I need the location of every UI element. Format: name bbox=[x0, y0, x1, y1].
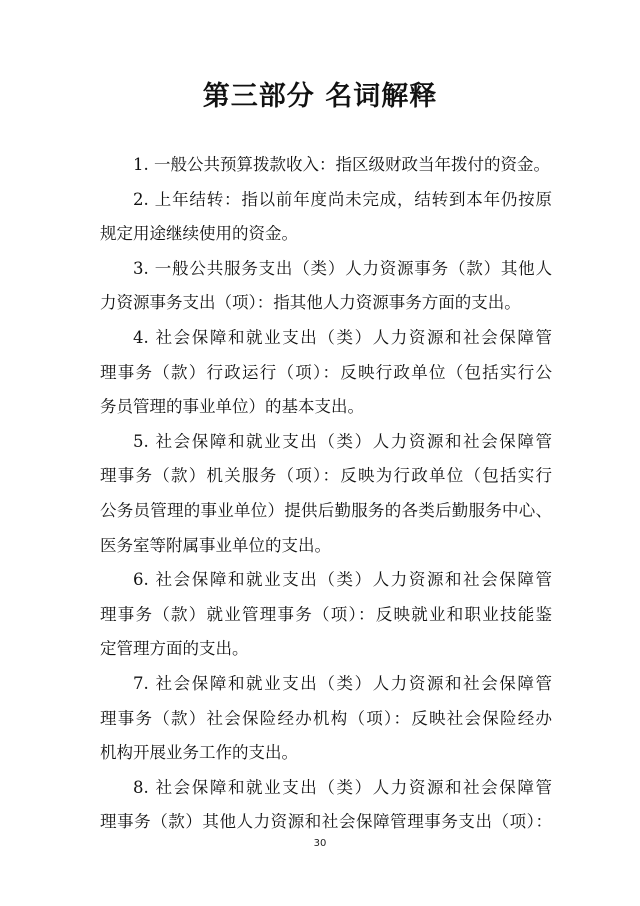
paragraph-line: 理事务（款）其他人力资源和社会保障管理事务支出（项）： bbox=[100, 812, 552, 832]
paragraph-line: 8. 社会保障和就业支出（类）人力资源和社会保障管 bbox=[133, 777, 552, 797]
paragraph-line: 1. 一般公共预算拨款收入：指区级财政当年拨付的资金。 bbox=[133, 155, 550, 174]
document-body bbox=[100, 148, 552, 840]
paragraph-line: 理事务（款）机关服务（项）：反映为行政单位（包括实行 bbox=[100, 466, 552, 486]
paragraph-line: 5. 社会保障和就业支出（类）人力资源和社会保障管 bbox=[133, 431, 552, 451]
paragraph-line: 医务室等附属事业单位的支出。 bbox=[100, 535, 331, 555]
paragraph-line: 2. 上年结转：指以前年度尚未完成，结转到本年仍按原 bbox=[133, 189, 552, 209]
paragraph-line: 公务员管理的事业单位）提供后勤服务的各类后勤服务中心、 bbox=[100, 500, 552, 520]
paragraph-line: 7. 社会保障和就业支出（类）人力资源和社会保障管 bbox=[133, 673, 552, 693]
definition-paragraph-1 bbox=[100, 148, 552, 183]
paragraph-line: 机构开展业务工作的支出。 bbox=[100, 743, 298, 763]
paragraph-line: 务员管理的事业单位）的基本支出。 bbox=[100, 397, 364, 417]
definition-paragraph-8 bbox=[100, 771, 552, 840]
paragraph-line: 定管理方面的支出。 bbox=[100, 639, 249, 659]
paragraph-line: 6. 社会保障和就业支出（类）人力资源和社会保障管 bbox=[133, 570, 552, 590]
paragraph-line: 规定用途继续使用的资金。 bbox=[100, 224, 298, 244]
paragraph-line: 4. 社会保障和就业支出（类）人力资源和社会保障管 bbox=[133, 327, 552, 347]
definition-paragraph-2 bbox=[100, 183, 552, 252]
definition-paragraph-6 bbox=[100, 563, 552, 667]
definition-paragraph-3 bbox=[100, 252, 552, 321]
page-number: 30 bbox=[313, 838, 327, 849]
definition-paragraph-4 bbox=[100, 321, 552, 425]
page-title: 第三部分 名词解释 bbox=[202, 81, 438, 112]
paragraph-line: 理事务（款）行政运行（项）：反映行政单位（包括实行公 bbox=[100, 362, 552, 382]
paragraph-line: 理事务（款）就业管理事务（项）：反映就业和职业技能鉴 bbox=[100, 604, 552, 624]
paragraph-line: 力资源事务支出（项）：指其他人力资源事务方面的支出。 bbox=[100, 293, 521, 313]
definition-paragraph-7 bbox=[100, 667, 552, 771]
paragraph-line: 3. 一般公共服务支出（类）人力资源事务（款）其他人 bbox=[133, 258, 552, 278]
paragraph-line: 理事务（款）社会保险经办机构（项）：反映社会保险经办 bbox=[100, 708, 552, 728]
definition-paragraph-5 bbox=[100, 425, 552, 563]
